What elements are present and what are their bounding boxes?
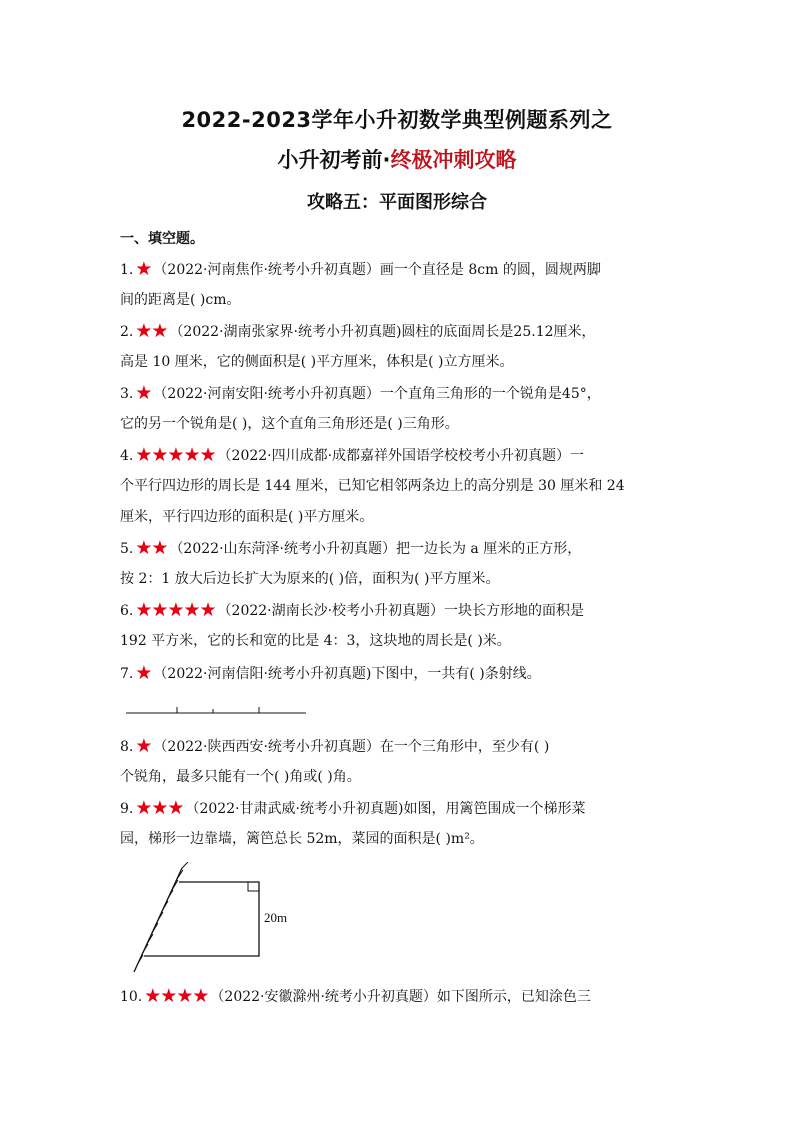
question-4-line-2: 个平行四边形的周长是 144 厘米，已知它相邻两条边上的高分别是 30 厘米和 24: [120, 478, 625, 494]
question-9-line-2: 园，梯形一边靠墙，篱笆总长 52m，菜园的面积是( )m²。: [120, 831, 484, 847]
subtitle-highlight: 终极冲刺攻略: [390, 148, 517, 172]
question-5-line-2: 按 2：1 放大后边长扩大为原来的( )倍，面积为( )平方厘米。: [120, 571, 500, 587]
question-number: 1.: [120, 262, 134, 278]
question-number: 7.: [120, 666, 134, 682]
question-text: （2022·山东菏泽·统考小升初真题）把一边长为 a 厘米的正方形，: [169, 541, 582, 557]
question-5-line-1: [120, 537, 581, 559]
topic-heading: 攻略五：平面图形综合: [307, 192, 487, 213]
question-text: （2022·湖南长沙·校考小升初真题）一块长方形地的面积是: [217, 603, 585, 619]
question-4-line-1: [120, 444, 584, 466]
difficulty-stars-icon: ★★: [135, 320, 168, 342]
question-6-line-1: [120, 599, 584, 621]
figure-label: 20m: [264, 910, 288, 925]
difficulty-stars-icon: ★: [135, 662, 152, 684]
question-3-line-2: 它的另一个锐角是( )，这个直角三角形还是( )三角形。: [120, 416, 459, 432]
difficulty-stars-icon: ★★★★★: [135, 599, 216, 621]
question-number: 9.: [120, 801, 134, 817]
question-3-line-1: [120, 382, 601, 404]
question-text: （2022·河南焦作·统考小升初真题）画一个直径是 8cm 的圆，圆规两脚: [153, 262, 601, 278]
page-title: 2022-2023学年小升初数学典型例题系列之: [181, 108, 613, 132]
difficulty-stars-icon: ★★: [135, 537, 168, 559]
subtitle-prefix: 小升初考前·: [277, 148, 391, 172]
question-text: （2022·河南信阳·统考小升初真题)下图中，一共有( )条射线。: [153, 666, 541, 682]
question-number: 5.: [120, 541, 134, 557]
question-text: （2022·河南安阳·统考小升初真题）一个直角三角形的一个锐角是45°，: [153, 386, 601, 402]
difficulty-stars-icon: ★: [135, 735, 152, 757]
question-6-line-2: 192 平方米，它的长和宽的比是 4：3，这块地的周长是( )米。: [120, 633, 511, 649]
question-1-line-1: [120, 258, 601, 280]
trapezoid-garden-figure: [124, 862, 304, 980]
question-number: 3.: [120, 386, 134, 402]
difficulty-stars-icon: ★: [135, 382, 152, 404]
question-number: 6.: [120, 603, 134, 619]
question-9-line-1: [120, 797, 585, 819]
ray-figure: [120, 700, 320, 724]
question-text: （2022·甘肃武威·统考小升初真题)如图，用篱笆围成一个梯形菜: [185, 801, 586, 817]
question-7-line-1: [120, 662, 541, 684]
question-number: 4.: [120, 448, 134, 464]
question-10-line-1: [120, 985, 591, 1007]
question-number: 2.: [120, 324, 134, 340]
question-2-line-2: 高是 10 厘米，它的侧面积是( )平方厘米，体积是( )立方厘米。: [120, 354, 514, 370]
question-4-line-3: 厘米，平行四边形的面积是( )平方厘米。: [120, 509, 374, 525]
question-1-line-2: 间的距离是( )cm。: [120, 292, 241, 308]
question-8-line-1: [120, 735, 549, 757]
difficulty-stars-icon: ★★★★: [144, 985, 209, 1007]
page-subtitle: [0, 144, 794, 174]
difficulty-stars-icon: ★: [135, 258, 152, 280]
difficulty-stars-icon: ★★★: [135, 797, 184, 819]
question-number: 10.: [120, 989, 143, 1005]
question-2-line-1: [120, 320, 596, 342]
section-heading: 一、填空题。: [120, 231, 204, 247]
question-text: （2022·湖南张家界·统考小升初真题)圆柱的底面周长是25.12厘米，: [169, 324, 596, 340]
question-number: 8.: [120, 739, 134, 755]
question-text: （2022·四川成都·成都嘉祥外国语学校校考小升初真题）一: [217, 448, 585, 464]
question-text: （2022·陕西西安·统考小升初真题）在一个三角形中，至少有( ): [153, 739, 550, 755]
question-8-line-2: 个锐角，最多只能有一个( )角或( )角。: [120, 769, 361, 785]
question-text: （2022·安徽滁州·统考小升初真题）如下图所示，已知涂色三: [210, 989, 591, 1005]
difficulty-stars-icon: ★★★★★: [135, 444, 216, 466]
